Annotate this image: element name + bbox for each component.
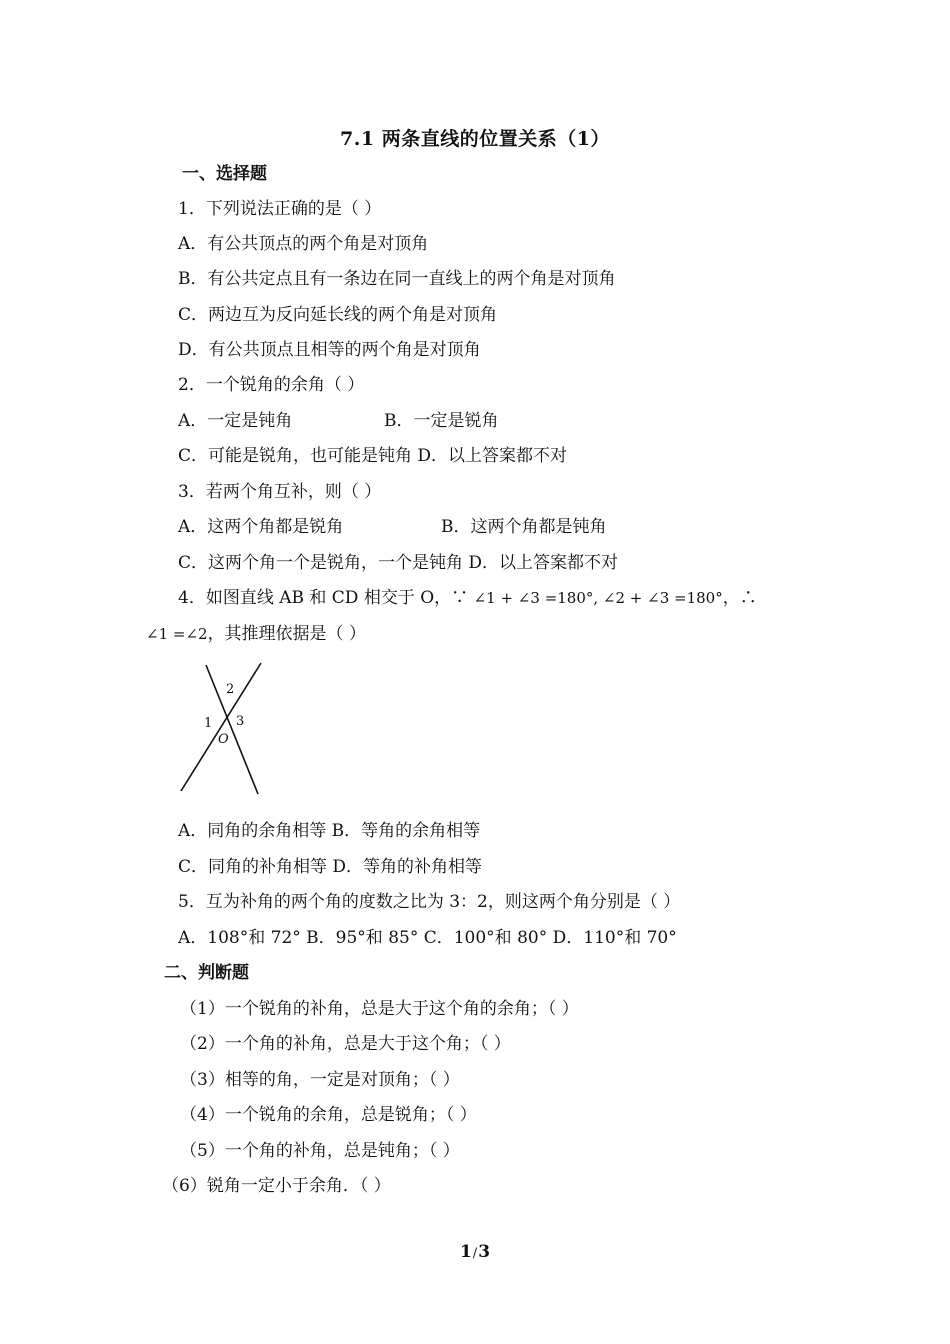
- q4-stem-text: 4．如图直线 AB 和 CD 相交于 O，∵: [178, 588, 474, 608]
- judge-item: （4）一个锐角的余角，总是锐角；（ ）: [180, 1105, 477, 1125]
- judge-item: （3）相等的角，一定是对顶角；（ ）: [180, 1070, 460, 1090]
- q1-option-a: A．有公共顶点的两个角是对顶角: [178, 234, 429, 254]
- q5-stem: 5．互为补角的两个角的度数之比为 3：2，则这两个角分别是（ ）: [178, 892, 681, 912]
- q4-equation: ∠1 + ∠3 =180°, ∠2 + ∠3 =180°: [473, 589, 723, 607]
- figure-label-point-o: O: [218, 732, 229, 747]
- section-heading-choice: 一、选择题: [182, 164, 267, 184]
- q4-conclusion: ∠1 =∠2: [146, 625, 208, 643]
- q2-option-cd: C．可能是锐角，也可能是钝角 D．以上答案都不对: [178, 446, 568, 466]
- q1-stem: 1．下列说法正确的是（ ）: [178, 199, 382, 219]
- judge-item: （5）一个角的补角，总是钝角；（ ）: [180, 1141, 460, 1161]
- page-current: 1: [459, 1242, 472, 1262]
- q5-options: A．108°和 72° B．95°和 85° C．100°和 80° D．110°和 70°: [178, 928, 677, 948]
- q3-option-a: A．这两个角都是锐角: [178, 517, 344, 537]
- q3-option-cd: C．这两个角一个是锐角，一个是钝角 D．以上答案都不对: [178, 553, 619, 573]
- q4-stem-continued: [146, 622, 366, 646]
- q4-option-ab: A．同角的余角相等 B．等角的余角相等: [178, 821, 481, 841]
- figure-label-angle-1: 1: [204, 716, 213, 731]
- q3-option-b: B．这两个角都是钝角: [441, 517, 607, 537]
- q2-option-b: B．一定是锐角: [384, 411, 499, 431]
- page-separator: /: [472, 1246, 478, 1261]
- section-heading-judge: 二、判断题: [164, 963, 249, 983]
- q1-option-c: C．两边互为反向延长线的两个角是对顶角: [178, 305, 498, 325]
- page-number: [0, 1242, 950, 1262]
- page-total: 3: [478, 1242, 491, 1262]
- q4-option-cd: C．同角的补角相等 D．等角的补角相等: [178, 857, 483, 877]
- intersecting-lines-figure: [170, 660, 280, 800]
- judge-item: （2）一个角的补角，总是大于这个角；（ ）: [180, 1034, 511, 1054]
- judge-item: （6）锐角一定小于余角．（ ）: [162, 1176, 391, 1196]
- figure-label-angle-2: 3: [236, 714, 245, 729]
- q2-option-a: A．一定是钝角: [178, 411, 293, 431]
- q4-stem: [178, 586, 757, 610]
- q1-option-d: D．有公共顶点且相等的两个角是对顶角: [178, 340, 481, 360]
- q1-option-b: B．有公共定点且有一条边在同一直线上的两个角是对顶角: [178, 269, 616, 289]
- q4-therefore: ，∴: [722, 588, 757, 608]
- q3-stem: 3．若两个角互补，则（ ）: [178, 482, 382, 502]
- judge-item: （1）一个锐角的补角，总是大于这个角的余角；（ ）: [180, 999, 579, 1019]
- q2-stem: 2．一个锐角的余角（ ）: [178, 375, 365, 395]
- figure-label-angle-3: 2: [226, 682, 235, 697]
- page-title: 7.1 两条直线的位置关系（1）: [340, 128, 610, 150]
- q4-question: ，其推理依据是（ ）: [207, 624, 366, 644]
